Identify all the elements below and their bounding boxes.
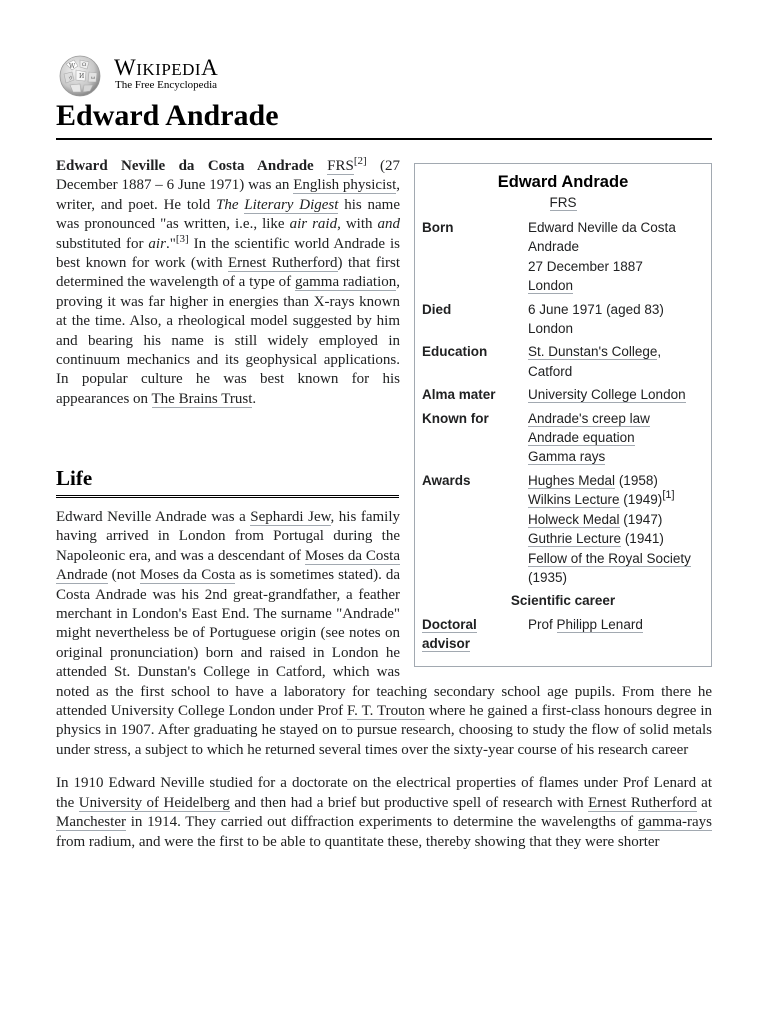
known-for-link[interactable]: Andrade equation bbox=[528, 430, 635, 446]
infobox-row-born bbox=[415, 218, 711, 296]
heidelberg-link[interactable]: University of Heidelberg bbox=[78, 794, 230, 811]
doctoral-advisor-label-link[interactable]: Doctoral advisor bbox=[422, 616, 477, 652]
svg-text:W: W bbox=[69, 63, 76, 70]
infobox-label: Died bbox=[422, 301, 452, 317]
infobox-label bbox=[422, 615, 528, 654]
award-link[interactable]: Holweck Medal bbox=[528, 511, 620, 527]
infobox-subtitle bbox=[415, 194, 711, 212]
gamma-rays-link[interactable]: gamma-rays bbox=[637, 814, 712, 831]
infobox-value: Prof Philipp Lenard bbox=[528, 616, 643, 632]
alma-mater-link[interactable]: University College London bbox=[528, 387, 686, 403]
died-date: 6 June 1971 (aged 83) bbox=[528, 301, 664, 317]
frs-link[interactable]: FRS bbox=[327, 158, 354, 174]
wikipedia-tagline: The Free Encyclopedia bbox=[115, 79, 218, 91]
award-link[interactable]: Guthrie Lecture bbox=[528, 531, 622, 547]
doctoral-advisor-link[interactable]: Philipp Lenard bbox=[556, 616, 643, 632]
literary-digest-link[interactable]: Literary Digest bbox=[244, 196, 339, 213]
award-link[interactable]: Fellow of the Royal Society bbox=[528, 550, 691, 566]
rutherford-link[interactable]: Ernest Rutherford bbox=[588, 794, 697, 811]
infobox-value: St. Dunstan's College, Catford bbox=[528, 344, 662, 379]
infobox-label: Alma mater bbox=[422, 387, 496, 403]
trouton-link[interactable]: F. T. Trouton bbox=[347, 703, 425, 720]
infobox-row-education bbox=[415, 342, 711, 381]
born-name: Edward Neville da Costa Andrade bbox=[528, 220, 676, 255]
infobox-label: Known for bbox=[422, 410, 489, 426]
infobox-label: Awards bbox=[422, 472, 471, 488]
infobox-label: Education bbox=[422, 344, 488, 360]
reference-link[interactable]: [2] bbox=[353, 155, 367, 167]
manchester-link[interactable]: Manchester bbox=[56, 814, 126, 831]
infobox-row-doctoral-advisor bbox=[415, 615, 711, 654]
infobox-row-alma-mater bbox=[415, 385, 711, 404]
known-for-link[interactable]: Gamma rays bbox=[528, 449, 606, 465]
brains-trust-link[interactable]: The Brains Trust bbox=[151, 390, 253, 407]
infobox-value bbox=[528, 218, 705, 296]
wikipedia-logo[interactable] bbox=[56, 54, 316, 98]
svg-text:И: И bbox=[79, 73, 85, 80]
gamma-radiation-link[interactable]: gamma radiation bbox=[294, 274, 397, 291]
infobox-title: Edward Andrade bbox=[497, 173, 629, 191]
section-heading-life: Life bbox=[56, 463, 399, 498]
reference-link[interactable]: [1] bbox=[662, 489, 675, 502]
infobox-value bbox=[528, 300, 705, 339]
lead-paragraph: Edward Neville da Costa Andrade FRS[2] (27 December 1887 – 6 June 1971) was an English physicist, writer, and poet. He told The Literary Digest his name was pronounced "as written, i.e., like air raid, with and substituted for air."[3] In the scientific world Andrade is best known for work (with Ernest Rutherford) that first determined the wavelength of a type of gamma radiation, proving it was far higher in energies than X-rays known at the time. Also, a rheological model suggested by him and bearing his name is still widely employed in continuum mechanics and its geophysical applications. In popular culture he was best known for his appearances on The Brains Trust. bbox=[56, 155, 401, 407]
frs-link[interactable]: FRS bbox=[549, 195, 577, 210]
moses-da-costa-andrade-link[interactable]: Moses da Costa Andrade bbox=[56, 547, 400, 584]
page-title: Edward Andrade bbox=[56, 94, 712, 140]
born-date: 27 December 1887 bbox=[528, 258, 643, 274]
award-link[interactable]: Hughes Medal bbox=[528, 472, 616, 488]
infobox-row-awards bbox=[415, 471, 711, 587]
infobox-value bbox=[528, 385, 705, 404]
infobox-row-died bbox=[415, 300, 711, 339]
infobox-row-known-for bbox=[415, 409, 711, 467]
wikipedia-globe-icon bbox=[56, 54, 104, 98]
reference-link[interactable]: [3] bbox=[175, 232, 189, 245]
life-paragraph: In 1910 Edward Neville studied for a doctorate on the electrical properties of flames under Prof Lenard at the University of Heidelberg and then had a brief but productive spell of research with Ernest Rutherford at Manchester in 1914. They carried out diffraction experiments to determine the wavelengths of gamma-rays from radium, and were the first to be able to quantitate these, thereby showing that they were shorter bbox=[56, 775, 713, 850]
died-place: London bbox=[528, 321, 574, 337]
infobox-value: Hughes Medal (1958) Wilkins Lecture (1949)[1] Holweck Medal (1947) Guthrie Lecture (1941) Fellow of the Royal Society (1935) bbox=[528, 472, 691, 585]
svg-text:ウ: ウ bbox=[68, 76, 74, 82]
education-link[interactable]: St. Dunstan's College bbox=[528, 344, 658, 360]
svg-text:ω: ω bbox=[91, 75, 96, 81]
born-place-link[interactable]: London bbox=[528, 278, 574, 294]
moses-da-costa-link[interactable]: Moses da Costa bbox=[139, 567, 236, 584]
sephardi-jew-link[interactable]: Sephardi Jew bbox=[250, 509, 331, 525]
infobox bbox=[414, 163, 712, 667]
infobox-section-heading: Scientific career bbox=[510, 593, 616, 609]
english-physicist-link[interactable]: English physicist bbox=[293, 177, 397, 194]
wikipedia-wordmark: WIKIPEDIA bbox=[114, 55, 219, 80]
life-paragraph: Edward Neville Andrade was a Sephardi Jew, his family having arrived in London from Portugal during the Napoleonic era, and was a descendant of Moses da Costa Andrade (not Moses da Costa as is sometimes stated). da Costa Andrade was his 2nd great-grandfather, a feather merchant in London's East End. The surname "Andrade" might nevertheless be of Portuguese origin (see notes on original pronunciation) born and raised in London he attended St. Dunstan's College in Catford, which was noted as the first school to have a laboratory for teaching secondary school age pupils. From there he attended University College London under Prof F. T. Trouton where he gained a first-class honours degree in physics in 1907. After graduating he stayed on to pursue research, choosing to study the flow of solid metals under stress, a subject to which he returned several times over the sixty-year course of his research career bbox=[56, 509, 712, 758]
award-link[interactable]: Wilkins Lecture bbox=[528, 492, 620, 508]
svg-text:Ω: Ω bbox=[82, 62, 87, 68]
rutherford-link[interactable]: Ernest Rutherford bbox=[228, 255, 338, 272]
infobox-value bbox=[528, 409, 705, 467]
infobox-label: Born bbox=[422, 220, 454, 235]
known-for-link[interactable]: Andrade's creep law bbox=[528, 410, 650, 426]
article-body bbox=[56, 157, 712, 866]
